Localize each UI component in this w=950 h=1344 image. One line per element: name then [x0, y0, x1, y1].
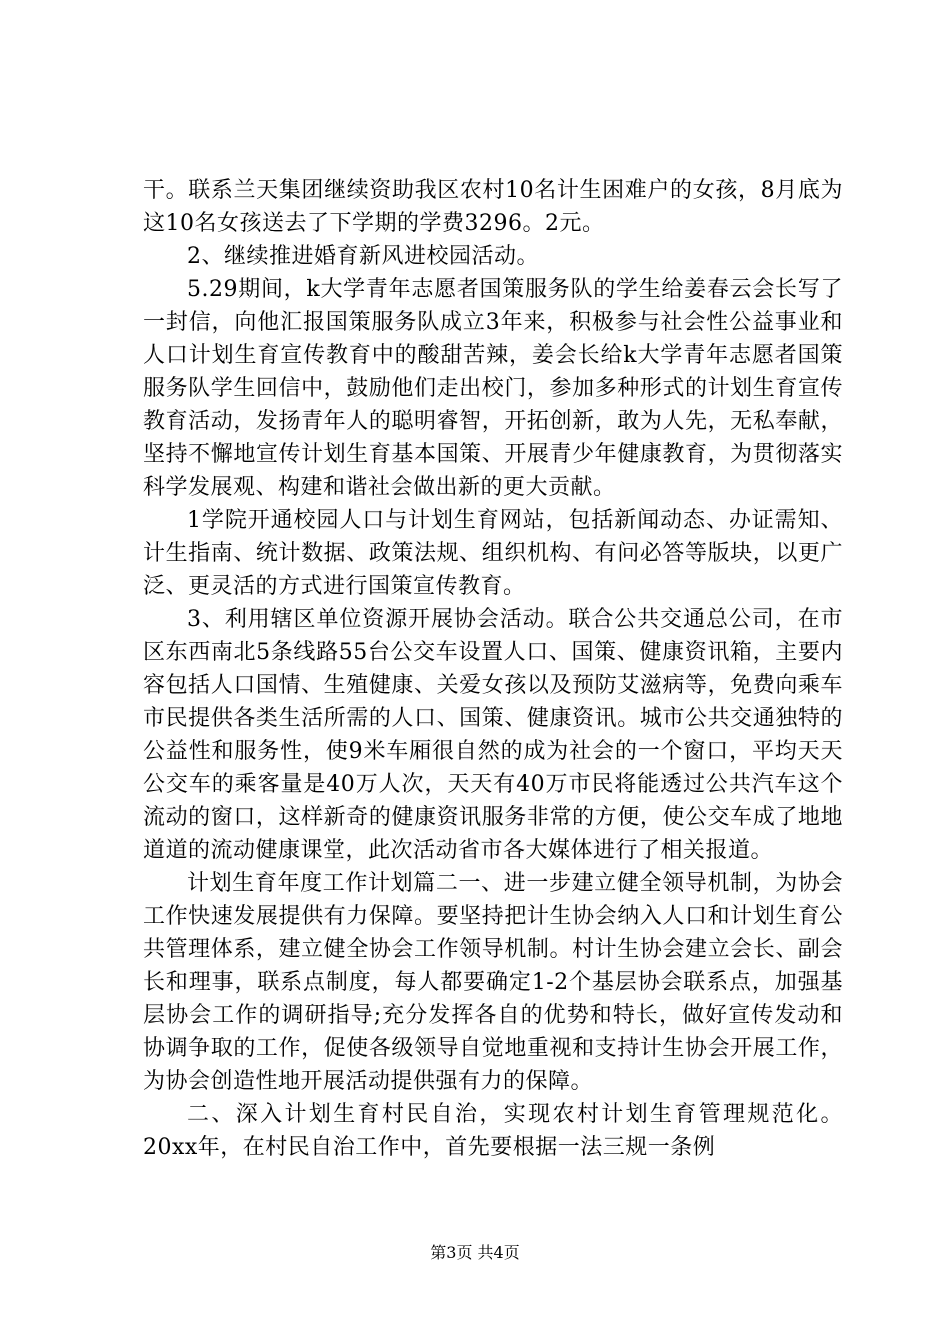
- page-footer: [0, 1243, 950, 1263]
- paragraph-website: 1学院开通校园人口与计划生育网站，包括新闻动态、办证需知、计生指南、统计数据、政策法规、组织机构、有问必答等版块，以更广泛、更灵活的方式进行国策宣传教育。: [143, 508, 843, 599]
- paragraph-letter: 5.29期间，k大学青年志愿者国策服务队的学生给姜春云会长写了一封信，向他汇报国策服务队成立3年来，积极参与社会性公益事业和人口计划生育宣传教育中的酸甜苦辣，姜会长给k大学青年志愿者国策服务队学生回信中，鼓励他们走出校门，参加多种形式的计划生育宣传教育活动，发扬青年人的聪明睿智，开拓创新，敢为人先，无私奉献，坚持不懈地宣传计划生育基本国策、开展青少年健康教育，为贯彻落实科学发展观、构建和谐社会做出新的更大贡献。: [143, 277, 843, 500]
- page-number-label: 第3页 共4页: [430, 1243, 520, 1262]
- document-body: [143, 174, 843, 1164]
- paragraph-section-3-bus: 3、利用辖区单位资源开展协会活动。联合公共交通总公司，在市区东西南北5条线路55台公交车设置人口、国策、健康资讯箱，主要内容包括人口国情、生殖健康、关爱女孩以及预防艾滋病等，免费向乘车市民提供各类生活所需的人口、国策、健康资讯。城市公共交通独特的公益性和服务性，使9米车厢很自然的成为社会的一个窗口，平均天天公交车的乘客量是40万人次，天天有40万市民将能透过公共汽车这个流动的窗口，这样新奇的健康资讯服务非常的方便，使公交车成了地地道道的流动健康课堂，此次活动省市各大媒体进行了相关报道。: [143, 607, 843, 863]
- paragraph-village-autonomy: 二、深入计划生育村民自治，实现农村计划生育管理规范化。20xx年，在村民自治工作中，首先要根据一法三规一条例: [143, 1102, 843, 1160]
- paragraph-continuation: 干。联系兰天集团继续资助我区农村10名计生困难户的女孩，8月底为这10名女孩送去了下学期的学费3296。2元。: [143, 178, 843, 236]
- paragraph-plan-part-2: 计划生育年度工作计划篇二一、进一步建立健全领导机制，为协会工作快速发展提供有力保障。要坚持把计生协会纳入人口和计划生育公共管理体系，建立健全协会工作领导机制。村计生协会建立会长、副会长和理事，联系点制度，每人都要确定1-2个基层协会联系点，加强基层协会工作的调研指导;充分发挥各自的优势和特长，做好宣传发动和协调争取的工作，促使各级领导自觉地重视和支持计生协会开展工作，为协会创造性地开展活动提供强有力的保障。: [143, 871, 843, 1094]
- paragraph-section-2-heading: 2、继续推进婚育新风进校园活动。: [187, 244, 539, 269]
